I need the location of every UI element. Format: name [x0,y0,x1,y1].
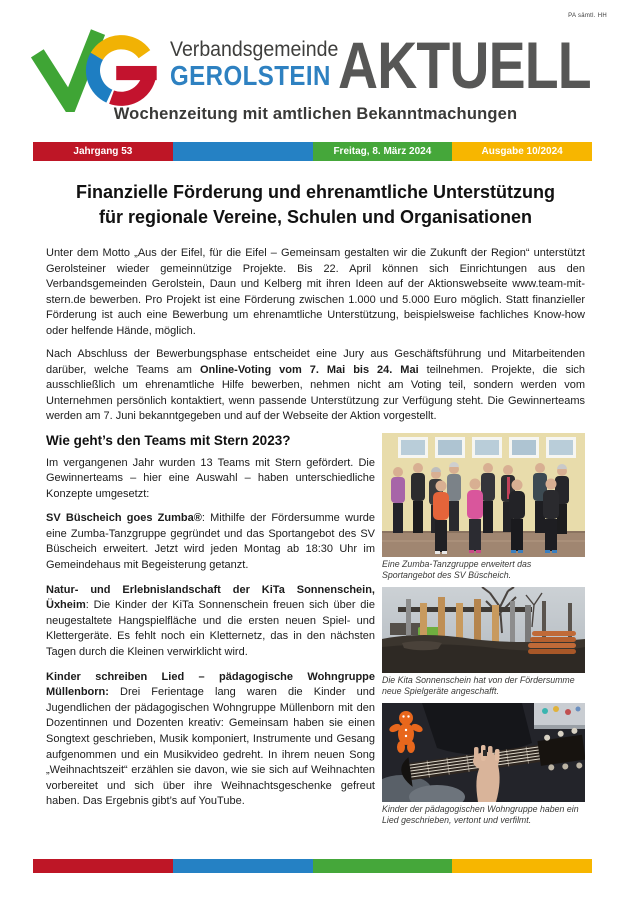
info-bar-volume: Jahrgang 53 [33,142,173,161]
footer-color-bar [33,859,592,873]
figure-zumba [382,433,585,581]
article-headline [46,180,585,230]
intro-paragraph-1: Unter dem Motto „Aus der Eifel, für die Eifel – Gemeinsam gestalten wir die Zukunft der Region“ unterstützt Gerolsteiner wieder gemeinnützige Projekte. Bis 22. April können sich Einrichtungen aus den Verbandsgemeinden Gerolstein, Daun und Kelberg mit ihren Ideen auf der Aktionswebseite www.team-mit-stern.de bewerben. Pro Projekt ist eine Förderung zwischen 1.000 und 5.000 Euro möglich. Statt finanzieller Förderung ist auch eine Bewerbung um ehrenamtliche Unterstützung, beispielsweise fachliches Know-how oder helfende Hände, möglich. [46,247,585,337]
masthead-subtitle: Wochenzeitung mit amtlichen Bekanntmachungen [113,105,518,123]
org-name-line1: Verbandsgemeinde [170,38,339,61]
section-paragraph-4: Kinder schreiben Lied – pädagogische Wohngruppe Müllenborn: Drei Ferientage lang waren die Kinder und Jugendlichen der pädagogischen Wohngruppe Müllenborn mit den Dozentinnen und Dozenten kreativ: Gemeinsam haben sie einen Songtext geschrieben, Musik komponiert, Instrumente und Gesang aufgenommen und ein Musikvideo gedreht. In ihrem neuen Song „Weihnachtszeit“ erzählen sie davon, wie sie sich auf Weihnachten vorbereitet und sich über ihre Weihnachtsgeschenke gefreut haben. Das Ergebnis gibt’s auf YouTube. [46,670,375,808]
playground-photo [382,587,585,673]
section-heading: Wie geht’s den Teams mit Stern 2023? [46,432,291,448]
zumba-group-photo [382,433,585,557]
organisation-name [170,39,357,91]
footer-bar-red [33,859,173,873]
photo-column [382,433,585,832]
footer-bar-blue [173,859,313,873]
issue-info-bar [33,142,592,161]
section-text-column [46,433,375,819]
distribution-note: PA sämtl. HH [568,13,607,19]
info-bar-spacer [173,142,313,161]
figure-guitar [382,703,585,826]
footer-bar-green [313,859,453,873]
two-column-section [46,433,585,832]
guitar-photo [382,703,585,802]
figure-playground-caption: Die Kita Sonnenschein hat von der Fördersumme neue Spielgeräte angeschafft. [382,674,575,696]
figure-zumba-caption: Eine Zumba-Tanzgruppe erweitert das Sportangebot des SV Büscheich. [382,558,532,580]
headline-line-2: für regionale Vereine, Schulen und Organisationen [98,207,533,227]
figure-playground [382,587,585,697]
section-paragraph-1: Im vergangenen Jahr wurden 13 Teams mit Stern gefördert. Die Gewinnerteams – hier eine Auswahl – haben unterschiedliche Konzepte umgesetzt: [46,456,375,500]
footer-bar-yellow [452,859,592,873]
figure-guitar-caption: Kinder der pädagogischen Wohngruppe haben ein Lied geschrieben, vertont und verfilmt. [382,803,579,825]
section-paragraph-3: Natur- und Erlebnislandschaft der KiTa Sonnenschein, Üxheim: Die Kinder der KiTa Sonnenschein freuen sich über die neugestaltete Hangspielfläche und die ersten neuen Spiel- und Klettergeräte. Es fehlt noch ein Kletternetz, das in den nächsten Tagen durch die Kleinen verwirklicht wird. [46,583,375,659]
section-paragraph-2: SV Büscheich goes Zumba®: Mithilfe der Fördersumme wurde eine Zumba-Tanzgruppe gegründet und das Sportangebot des SV Büscheich erweitert. Jetzt wird jeden Montag ab 18:30 Uhr im Gemeindehaus mit Begeisterung getanzt. [46,512,375,572]
intro-paragraph-2: Nach Abschluss der Bewerbungsphase entscheidet eine Jury aus Geschäftsführung und Mitarbeitenden darüber, welche Teams am Online-Voting vom 7. Mai bis 24. Mai teilnehmen. Projekte, die sich ausschließlich um ehrenamtliche Hilfe bewerben, nehmen nicht am Voting teil, sondern werden vom Unternehmen persönlich kontaktiert, wenn passende Unterstützung zur Verfügung steht. Die Gewinnerteams werden am 7. Juni bekanntgegeben und auf der Webseite der Aktion vorgestellt. [46,348,586,422]
info-bar-issue: Ausgabe 10/2024 [452,142,592,161]
headline-line-1: Finanzielle Förderung und ehrenamtliche Unterstützung [75,182,556,202]
masthead-title: AKTUELL [338,28,591,102]
article [46,176,585,832]
org-name-line2: GEROLSTEIN [170,60,331,91]
info-bar-date: Freitag, 8. März 2024 [313,142,453,161]
article-intro [46,246,585,425]
vg-logo-icon [31,26,163,112]
